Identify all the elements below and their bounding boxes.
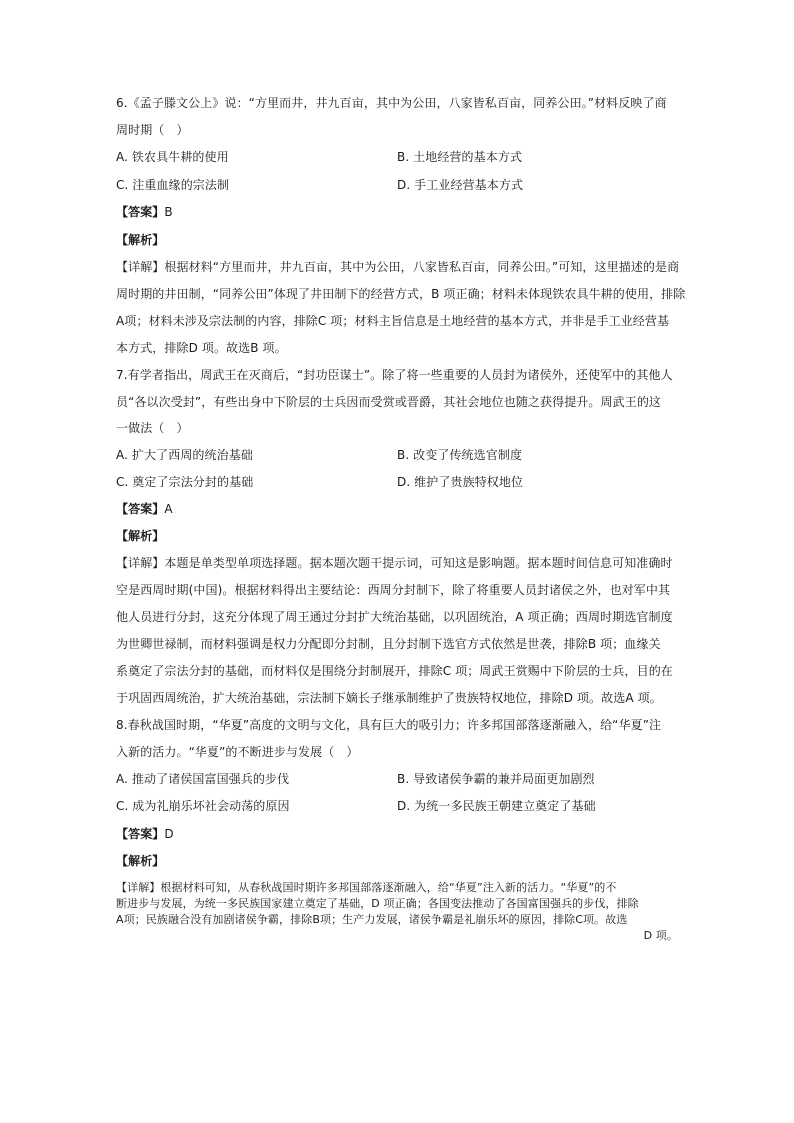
q7-detail-line-3: 他人员进行分封，这充分体现了周王通过分封扩大统治基础，以巩固统治，A 项正确；西周时期选官制度: [116, 610, 673, 624]
q6-option-c: C. 注重血缘的宗法制: [116, 178, 230, 192]
q7-answer-label: 【答案】: [116, 502, 165, 516]
q8-option-d: D. 为统一多民族王朝建立奠定了基础: [397, 799, 596, 813]
q6-stem-line-2: 周时期（ ）: [116, 123, 189, 137]
q8-stem-line-2: 入新的活力。“华夏”的不断进步与发展（ ）: [116, 745, 359, 759]
q8-answer: [116, 826, 174, 842]
q7-option-d: D. 维护了贵族特权地位: [397, 475, 524, 489]
q7-detail-line-5: 系奠定了宗法分封的基础，而材料仅是围绕分封制展开，排除C 项；周武王赏赐中下阶层的士兵，目的在: [116, 664, 673, 678]
q6-answer: [116, 204, 173, 220]
q6-option-d: D. 手工业经营基本方式: [397, 178, 524, 192]
q8-analysis-label: 【解析】: [116, 854, 165, 868]
q7-detail-line-2: 空是西周时期(中国)。根据材料得出主要结论：西周分封制下，除了将重要人员封诸侯之外，也对军中其: [116, 583, 671, 597]
q6-detail-line-1: 【详解】根据材料“方里而井，井九百亩，其中为公田，八家皆私百亩，同养公田。”可知，这里描述的是商: [116, 260, 680, 274]
q7-detail-line-6: 于巩固西周统治，扩大统治基础，宗法制下嫡长子继承制维护了贵族特权地位，排除D 项。故选A 项。: [116, 691, 662, 705]
q8-detail-line-1: 【详解】根据材料可知，从春秋战国时期许多邦国部落逐渐融入，给“华夏”注入新的活力。“华夏”的不: [116, 881, 617, 894]
q8-detail-line-2: 断进步与发展，为统一多民族国家建立奠定了基础，D 项正确；各国变法推动了各国富国强兵的步伐，排除: [116, 897, 639, 910]
q8-stem-line-1: 8.春秋战国时期，“华夏”高度的文明与文化，具有巨大的吸引力；许多邦国部落逐渐融入，给“华夏”注: [116, 718, 662, 732]
q7-answer: [116, 501, 173, 517]
q6-option-b: B. 土地经营的基本方式: [397, 150, 523, 164]
q8-option-a: A. 推动了诸侯国富国强兵的步伐: [116, 772, 290, 786]
q6-analysis-label: 【解析】: [116, 233, 165, 247]
q7-answer-value: A: [164, 502, 173, 516]
q8-answer-value: D: [164, 827, 174, 841]
q6-detail-line-2: 周时期的井田制，“同养公田”体现了井田制下的经营方式，B 项正确；材料未体现铁农具牛耕的使用，排除: [116, 287, 686, 301]
q7-analysis-label: 【解析】: [116, 529, 165, 543]
q7-stem-line-3: 一做法（ ）: [116, 421, 189, 435]
q6-detail-line-3: A项；材料未涉及宗法制的内容，排除C 项；材料主旨信息是土地经营的基本方式，并非是手工业经营基: [116, 314, 670, 328]
q8-option-c: C. 成为礼崩乐坏社会动荡的原因: [116, 799, 290, 813]
q6-answer-label: 【答案】: [116, 205, 165, 219]
q7-stem-line-1: 7.有学者指出，周武王在灭商后，“封功臣谋士”。除了将一些重要的人员封为诸侯外，还使军中的其他人: [116, 368, 673, 382]
q6-detail-line-4: 本方式，排除D 项。故选B 项。: [116, 341, 287, 355]
q7-option-a: A. 扩大了西周的统治基础: [116, 448, 253, 462]
q7-detail-line-1: 【详解】本题是单类型单项选择题。据本题次题干提示词，可知这是影响题。据本题时间信息可知准确时: [116, 556, 673, 570]
q6-stem-line-1: 6.《孟子滕文公上》说：“方里而井，井九百亩，其中为公田，八家皆私百亩，同养公田。”材料反映了商: [116, 96, 667, 110]
q7-stem-line-2: 员“各以次受封”，有些出身中下阶层的士兵因而受赏或晋爵，其社会地位也随之获得提升。周武王的这: [116, 395, 662, 409]
q8-option-b: B. 导致诸侯争霸的兼并局面更加剧烈: [397, 772, 595, 786]
q6-option-a: A. 铁农具牛耕的使用: [116, 150, 229, 164]
q8-answer-label: 【答案】: [116, 827, 165, 841]
q7-detail-line-4: 为世卿世禄制，而材料强调是权力分配即分封制，且分封制下选官方式依然是世袭，排除B 项；血缘关: [116, 637, 661, 651]
q7-option-b: B. 改变了传统选官制度: [397, 448, 523, 462]
q8-detail-line-4: D 项。: [643, 929, 678, 942]
q6-answer-value: B: [164, 205, 173, 219]
q7-option-c: C. 奠定了宗法分封的基础: [116, 475, 254, 489]
q8-detail-line-3: A项；民族融合没有加剧诸侯争霸，排除B项；生产力发展，诸侯争霸是礼崩乐坏的原因，排除C项。故选: [116, 913, 628, 926]
